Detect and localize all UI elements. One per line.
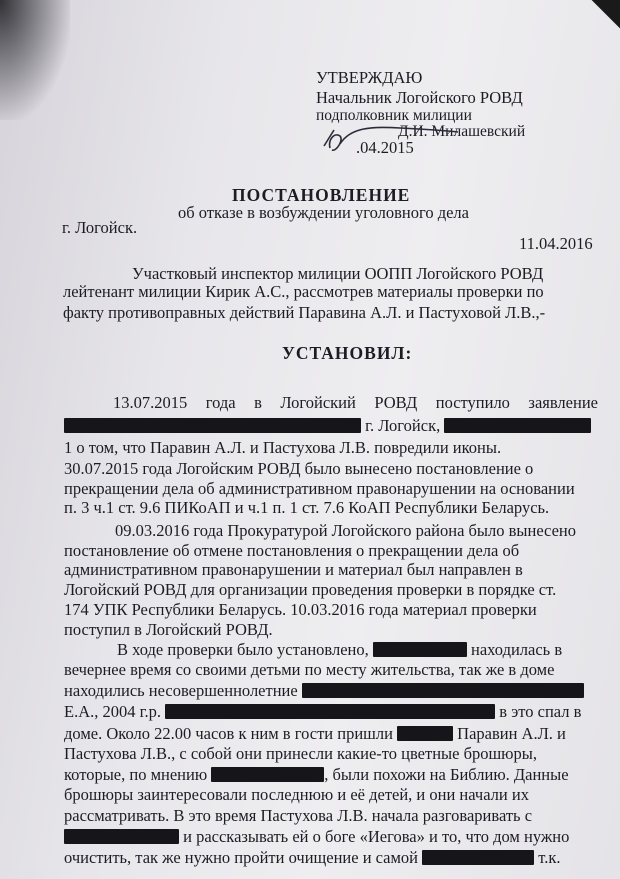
- intro-line: Участковый инспектор милиции ООПП Логойского РОВД: [132, 264, 544, 283]
- intro-line: факту противоправных действий Паравина А.Л. и Пастуховой Л.В.,-: [63, 303, 546, 322]
- redaction-bar: [211, 767, 324, 782]
- approval-rank: подполковник милиции: [316, 107, 472, 124]
- doc-date: 11.04.2016: [519, 234, 593, 253]
- text-line: постановление об отмене постановления о прекращении дела об: [64, 541, 520, 560]
- text-line: г. Логойск,: [64, 418, 591, 435]
- doc-city: г. Логойск.: [62, 218, 138, 237]
- text-line: Пастухова Л.В., с собой они принесли какие-то цветные брошюры,: [64, 744, 537, 763]
- approval-heading: УТВЕРЖДАЮ: [316, 68, 423, 87]
- text-line: административном правонарушении и материал был направлен в: [64, 560, 523, 579]
- section-title: УСТАНОВИЛ:: [282, 343, 413, 363]
- text-line: В ходе проверки было установлено, находилась в: [117, 640, 563, 659]
- redaction-bar: [373, 642, 467, 657]
- signature-image: [310, 118, 460, 158]
- page-corner: [590, 0, 620, 40]
- text-line: доме. Около 22.00 часов к ним в гости пришли Паравин А.Л. и: [64, 724, 566, 743]
- text-line: рассматривать. В это время Пастухова Л.В. начала разговаривать с: [64, 806, 533, 825]
- text-line: очистить, так же нужно пройти очищение и самой т.к.: [64, 848, 561, 867]
- text-line: Логойский РОВД для организации проведения проверки в порядке ст.: [64, 580, 557, 599]
- text-line: 30.07.2015 года Логойским РОВД было вынесено постановление о: [64, 459, 534, 478]
- text-line: поступил в Логойский РОВД.: [64, 620, 273, 639]
- text-line: вечернее время со своими детьми по месту жительства, так же в доме: [64, 660, 555, 679]
- redaction-bar: [64, 418, 361, 433]
- text-line: 1 о том, что Паравин А.Л. и Пастухова Л.В. повредили иконы.: [64, 438, 502, 457]
- intro-line: лейтенант милиции Кирик А.С., рассмотрев материалы проверки по: [63, 282, 544, 301]
- redaction-bar: [165, 704, 495, 719]
- redaction-bar: [444, 418, 591, 433]
- text-line: 09.03.2016 года Прокуратурой Логойского района было вынесено: [115, 521, 576, 540]
- text-line: и рассказывать ей о боге «Иегова» и то, что дом нужно: [64, 829, 569, 846]
- redaction-bar: [422, 850, 534, 865]
- doc-subtitle: об отказе в возбуждении уголовного дела: [178, 203, 469, 222]
- page-shadow: [0, 0, 70, 120]
- text-line: 13.07.2015 года в Логойский РОВД поступило заявление: [113, 393, 598, 412]
- approval-date: .04.2015: [356, 138, 414, 157]
- redaction-bar: [64, 829, 179, 844]
- doc-title: ПОСТАНОВЛЕНИЕ: [232, 185, 411, 205]
- text-line: 174 УПК Республики Беларусь. 10.03.2016 года материал проверки: [64, 600, 537, 619]
- text-line: брошюры заинтересовали последнюю и её детей, и они начали их: [64, 785, 529, 804]
- text-line: п. 3 ч.1 ст. 9.6 ПИКоАП и ч.1 п. 1 ст. 7.6 КоАП Республики Беларусь.: [64, 498, 550, 517]
- text-line: Е.А., 2004 г.р. в это спал в: [64, 702, 582, 721]
- redaction-bar: [302, 683, 584, 698]
- approval-name: Д.И. Милашевский: [398, 123, 526, 140]
- text-line: которые, по мнению , были похожи на Библию. Данные: [64, 765, 569, 784]
- approval-position: Начальник Логойского РОВД: [316, 88, 523, 107]
- redaction-bar: [397, 726, 453, 741]
- text-line: прекращении дела об административном правонарушении на основании: [64, 479, 575, 498]
- text-line: находились несовершеннолетние: [64, 683, 584, 700]
